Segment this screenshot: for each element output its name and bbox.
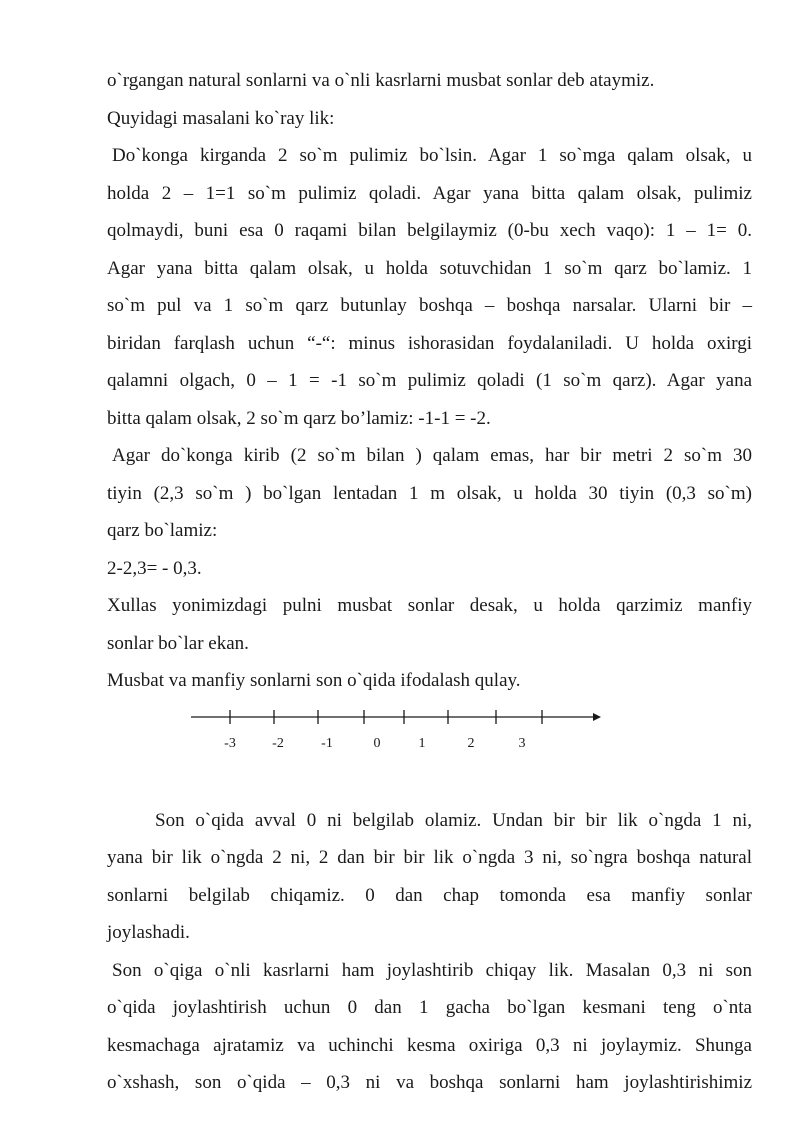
text-line: o`qida joylashtirish uchun 0 dan 1 gacha bo`lgan kesmani teng o`nta (107, 997, 752, 1018)
text-line: Do`konga kirganda 2 so`m pulimiz bo`lsin. Agar 1 so`mga qalam olsak, u (112, 145, 752, 166)
arrow-head-icon (593, 713, 601, 721)
text-line: Musbat va manfiy sonlarni son o`qida ifodalash qulay. (107, 670, 521, 691)
number-line-label: -2 (272, 735, 284, 751)
number-line-label: 3 (518, 735, 526, 751)
text-line: o`rgangan natural sonlarni va o`nli kasrlarni musbat sonlar deb ataymiz. (107, 70, 655, 91)
equation: 2-2,3= - 0,3. (107, 557, 202, 579)
document-page (107, 62, 752, 1102)
number-line-figure (107, 700, 752, 802)
text-line: sonlarni belgilab chiqamiz. 0 dan chap tomonda esa manfiy sonlar (107, 884, 752, 906)
number-line-label: 1 (418, 735, 426, 751)
text-line: holda 2 – 1=1 so`m pulimiz qoladi. Agar yana bitta qalam olsak, pulimiz (107, 182, 752, 204)
text-line: Son o`qida avval 0 ni belgilab olamiz. Undan bir bir lik o`ngda 1 ni, (155, 809, 752, 831)
number-line-svg (107, 700, 752, 802)
number-line-label: -3 (224, 735, 236, 751)
text-line: Xullas yonimizdagi pulni musbat sonlar desak, u holda qarzimiz manfiy (107, 595, 752, 616)
text-line: so`m pul va 1 so`m qarz butunlay boshqa – boshqa narsalar. Ularni bir – (107, 295, 752, 316)
number-line-label: 2 (467, 735, 475, 751)
number-line-label: 0 (373, 735, 381, 751)
text-line: tiyin (2,3 so`m ) bo`lgan lentadan 1 m olsak, u holda 30 tiyin (0,3 so`m) (107, 482, 752, 504)
text-line: o`xshash, son o`qida – 0,3 ni va boshqa sonlarni ham joylashtirishimiz (107, 1072, 752, 1093)
text-line: bitta qalam olsak, 2 so`m qarz bo’lamiz: -1-1 = -2. (107, 407, 491, 429)
text-line: Agar yana bitta qalam olsak, u holda sotuvchidan 1 so`m qarz bo`lamiz. 1 (107, 257, 752, 279)
text-line: qalamni olgach, 0 – 1 = -1 so`m pulimiz qoladi (1 so`m qarz). Agar yana (107, 370, 752, 391)
text-line: joylashadi. (107, 922, 190, 943)
text-line: yana bir lik o`ngda 2 ni, 2 dan bir bir lik o`ngda 3 ni, so`ngra boshqa natural (107, 847, 752, 868)
text-line: biridan farqlash uchun “-“: minus ishorasidan foydalaniladi. U holda oxirgi (107, 332, 752, 354)
text-line: qarz bo`lamiz: (107, 520, 218, 541)
text-line: sonlar bo`lar ekan. (107, 632, 249, 654)
text-line: Quyidagi masalani ko`ray lik: (107, 107, 335, 129)
text-line: qolmaydi, buni esa 0 raqami bilan belgilaymiz (0-bu xech vaqo): 1 – 1= 0. (107, 220, 752, 241)
number-line-label: -1 (321, 735, 333, 751)
text-line: Agar do`konga kirib (2 so`m bilan ) qalam emas, har bir metri 2 so`m 30 (112, 445, 752, 466)
text-line: kesmachaga ajratamiz va uchinchi kesma oxiriga 0,3 ni joylaymiz. Shunga (107, 1034, 752, 1056)
text-line: Son o`qiga o`nli kasrlarni ham joylashtirib chiqay lik. Masalan 0,3 ni son (112, 959, 752, 981)
